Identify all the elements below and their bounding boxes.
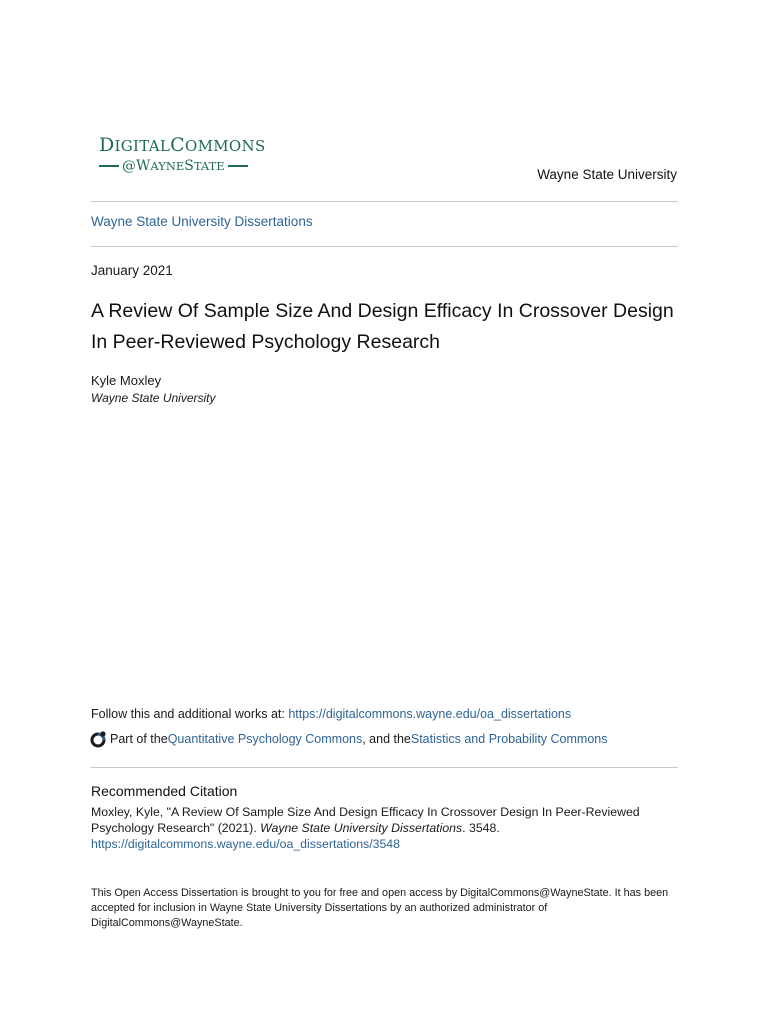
logo-top-cap-2: C — [170, 134, 186, 156]
logo-top-rest-1: IGITAL — [114, 137, 171, 155]
logo-rule-left — [99, 165, 119, 167]
collection-url-link[interactable]: https://digitalcommons.wayne.edu/oa_dissertations — [288, 707, 572, 721]
recommended-citation-heading: Recommended Citation — [91, 783, 238, 799]
logo-rule-right — [228, 165, 248, 167]
logo-at: @ — [122, 158, 136, 174]
quantitative-psychology-commons-link[interactable]: Quantitative Psychology Commons — [167, 732, 363, 746]
recommended-citation-body — [91, 804, 671, 852]
citation-series: Wayne State University Dissertations — [260, 821, 463, 835]
logo-bottom-cap-2: S — [184, 158, 194, 174]
series-link[interactable]: Wayne State University Dissertations — [91, 214, 313, 229]
logo-wordmark-bottom — [99, 157, 274, 175]
logo-bottom-rest-1: AYNE — [150, 159, 185, 173]
institution-name: Wayne State University — [537, 167, 677, 182]
part-of-prefix: Part of the — [110, 732, 168, 746]
citation-url-link[interactable]: https://digitalcommons.wayne.edu/oa_dissertations/3548 — [91, 837, 400, 851]
logo-bottom-text — [122, 157, 225, 175]
author-name: Kyle Moxley — [91, 373, 162, 388]
logo-bottom-rest-2: TATE — [193, 159, 225, 173]
divider-series — [91, 246, 678, 247]
statistics-probability-commons-link[interactable]: Statistics and Probability Commons — [410, 732, 608, 746]
logo-bottom-cap-1: W — [136, 158, 151, 174]
document-title: A Review Of Sample Size And Design Efficacy In Crossover Design In Peer-Reviewed Psychology Research — [91, 300, 674, 353]
logo-top-cap-1: D — [99, 134, 115, 156]
citation-text: Moxley, Kyle, "A Review Of Sample Size And Design Efficacy In Crossover Design In Peer-Reviewed Psychology Research" (2021). — [91, 805, 640, 835]
part-of-middle: , and the — [362, 732, 411, 746]
publication-date: January 2021 — [91, 263, 173, 278]
follow-line — [91, 707, 571, 721]
open-access-notice: This Open Access Dissertation is brought to you for free and open access by DigitalCommons@WayneState. It has been accepted for inclusion in Wayne State University Dissertations by an authorized administrator of DigitalCommons@WayneState. — [91, 887, 669, 929]
divider-citation — [91, 767, 678, 768]
divider-top — [91, 201, 678, 202]
author-affiliation: Wayne State University — [91, 391, 216, 405]
citation-number: . 3548. — [462, 821, 500, 835]
digitalcommons-logo — [99, 134, 274, 175]
part-of-line — [89, 730, 607, 748]
network-commons-icon — [89, 730, 107, 748]
logo-top-rest-2: OMMONS — [185, 137, 266, 155]
logo-wordmark-top — [99, 134, 274, 157]
follow-prefix: Follow this and additional works at: — [91, 707, 289, 721]
